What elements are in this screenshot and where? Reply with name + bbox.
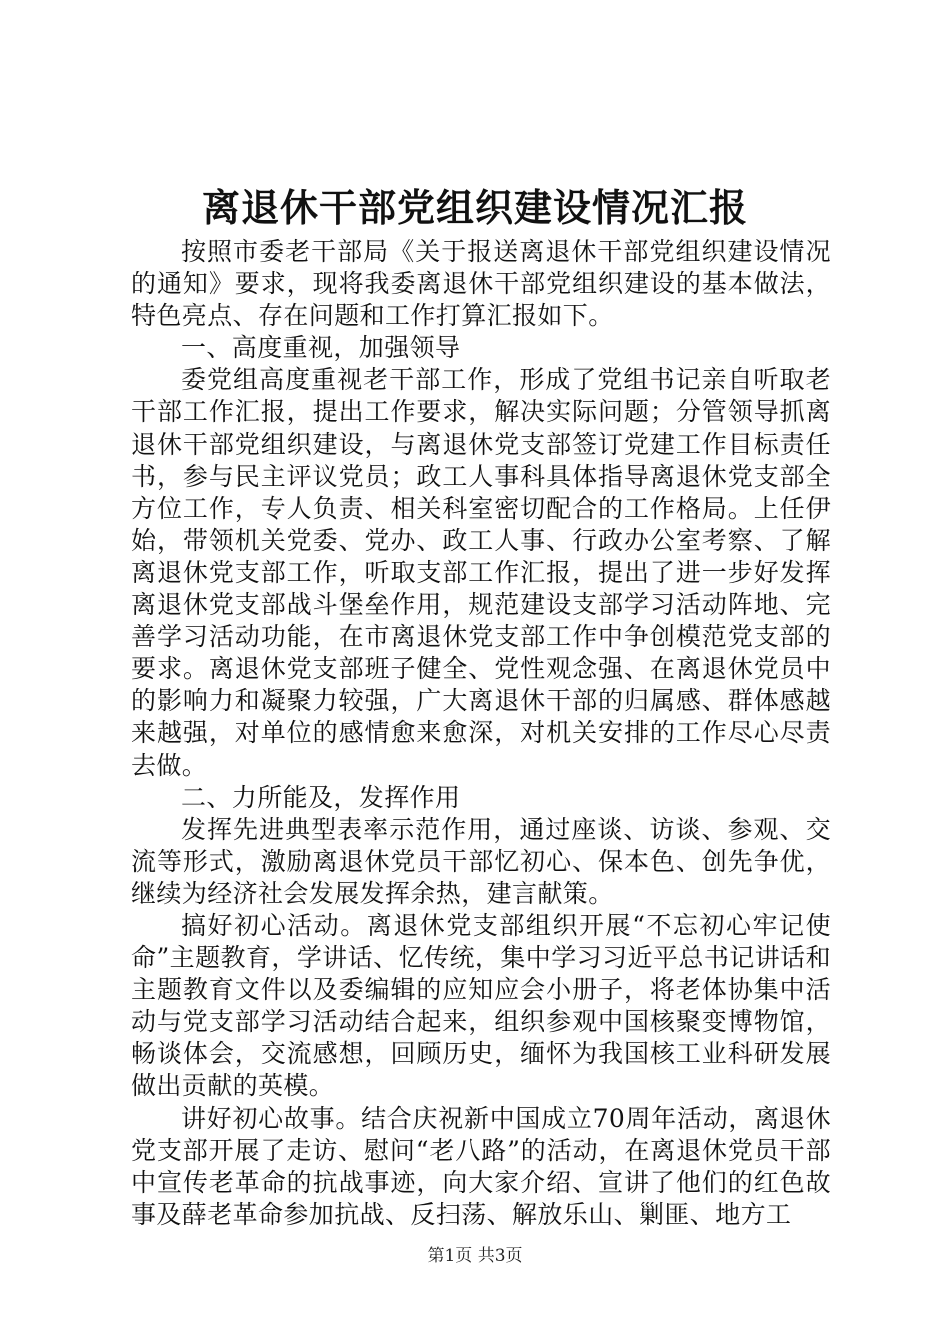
section-2-paragraph-1: 发挥先进典型表率示范作用，通过座谈、访谈、参观、交流等形式，激励离退休党员干部忆初心、保本色、创先争优，继续为经济社会发展发挥余热，建言献策。: [131, 814, 831, 908]
document-title: 离退休干部党组织建设情况汇报: [201, 185, 748, 230]
intro-paragraph: 按照市委老干部局《关于报送离退休干部党组织建设情况的通知》要求，现将我委离退休干部党组织建设的基本做法，特色亮点、存在问题和工作打算汇报如下。: [131, 237, 831, 331]
document-body: [131, 236, 831, 1231]
section-1-paragraph: 委党组高度重视老干部工作，形成了党组书记亲自听取老干部工作汇报，提出工作要求，解决实际问题；分管领导抓离退休干部党组织建设，与离退休党支部签订党建工作目标责任书，参与民主评议党员；政工人事科具体指导离退休党支部全方位工作，专人负责、相关科室密切配合的工作格局。上任伊始，带领机关党委、党办、政工人事、行政办公室考察、了解离退休党支部工作，听取支部工作汇报，提出了进一步好发挥离退休党支部战斗堡垒作用，规范建设支部学习活动阵地、完善学习活动功能，在市离退休党支部工作中争创模范党支部的要求。离退休党支部班子健全、党性观念强、在离退休党员中的影响力和凝聚力较强，广大离退休干部的归属感、群体感越来越强，对单位的感情愈来愈深，对机关安排的工作尽心尽责去做。: [131, 365, 831, 780]
section-2-paragraph-3: 讲好初心故事。结合庆祝新中国成立70周年活动，离退休党支部开展了走访、慰问“老八路”的活动，在离退休党员干部中宣传老革命的抗战事迹，向大家介绍、宣讲了他们的红色故事及薛老革命参加抗战、反扫荡、解放乐山、剿匪、地方工: [131, 1103, 831, 1229]
page-footer: 第1页 共3页: [427, 1246, 523, 1266]
section-heading-1: 一、高度重视，加强领导: [181, 333, 461, 363]
section-2-paragraph-2: 搞好初心活动。离退休党支部组织开展“不忘初心牢记使命”主题教育，学讲话、忆传统，集中学习习近平总书记讲话和主题教育文件以及委编辑的应知应会小册子，将老体协集中活动与党支部学习活动结合起来，组织参观中国核聚变博物馆，畅谈体会，交流感想，回顾历史，缅怀为我国核工业科研发展做出贡献的英模。: [131, 910, 831, 1101]
section-heading-2: 二、力所能及，发挥作用: [181, 782, 461, 812]
